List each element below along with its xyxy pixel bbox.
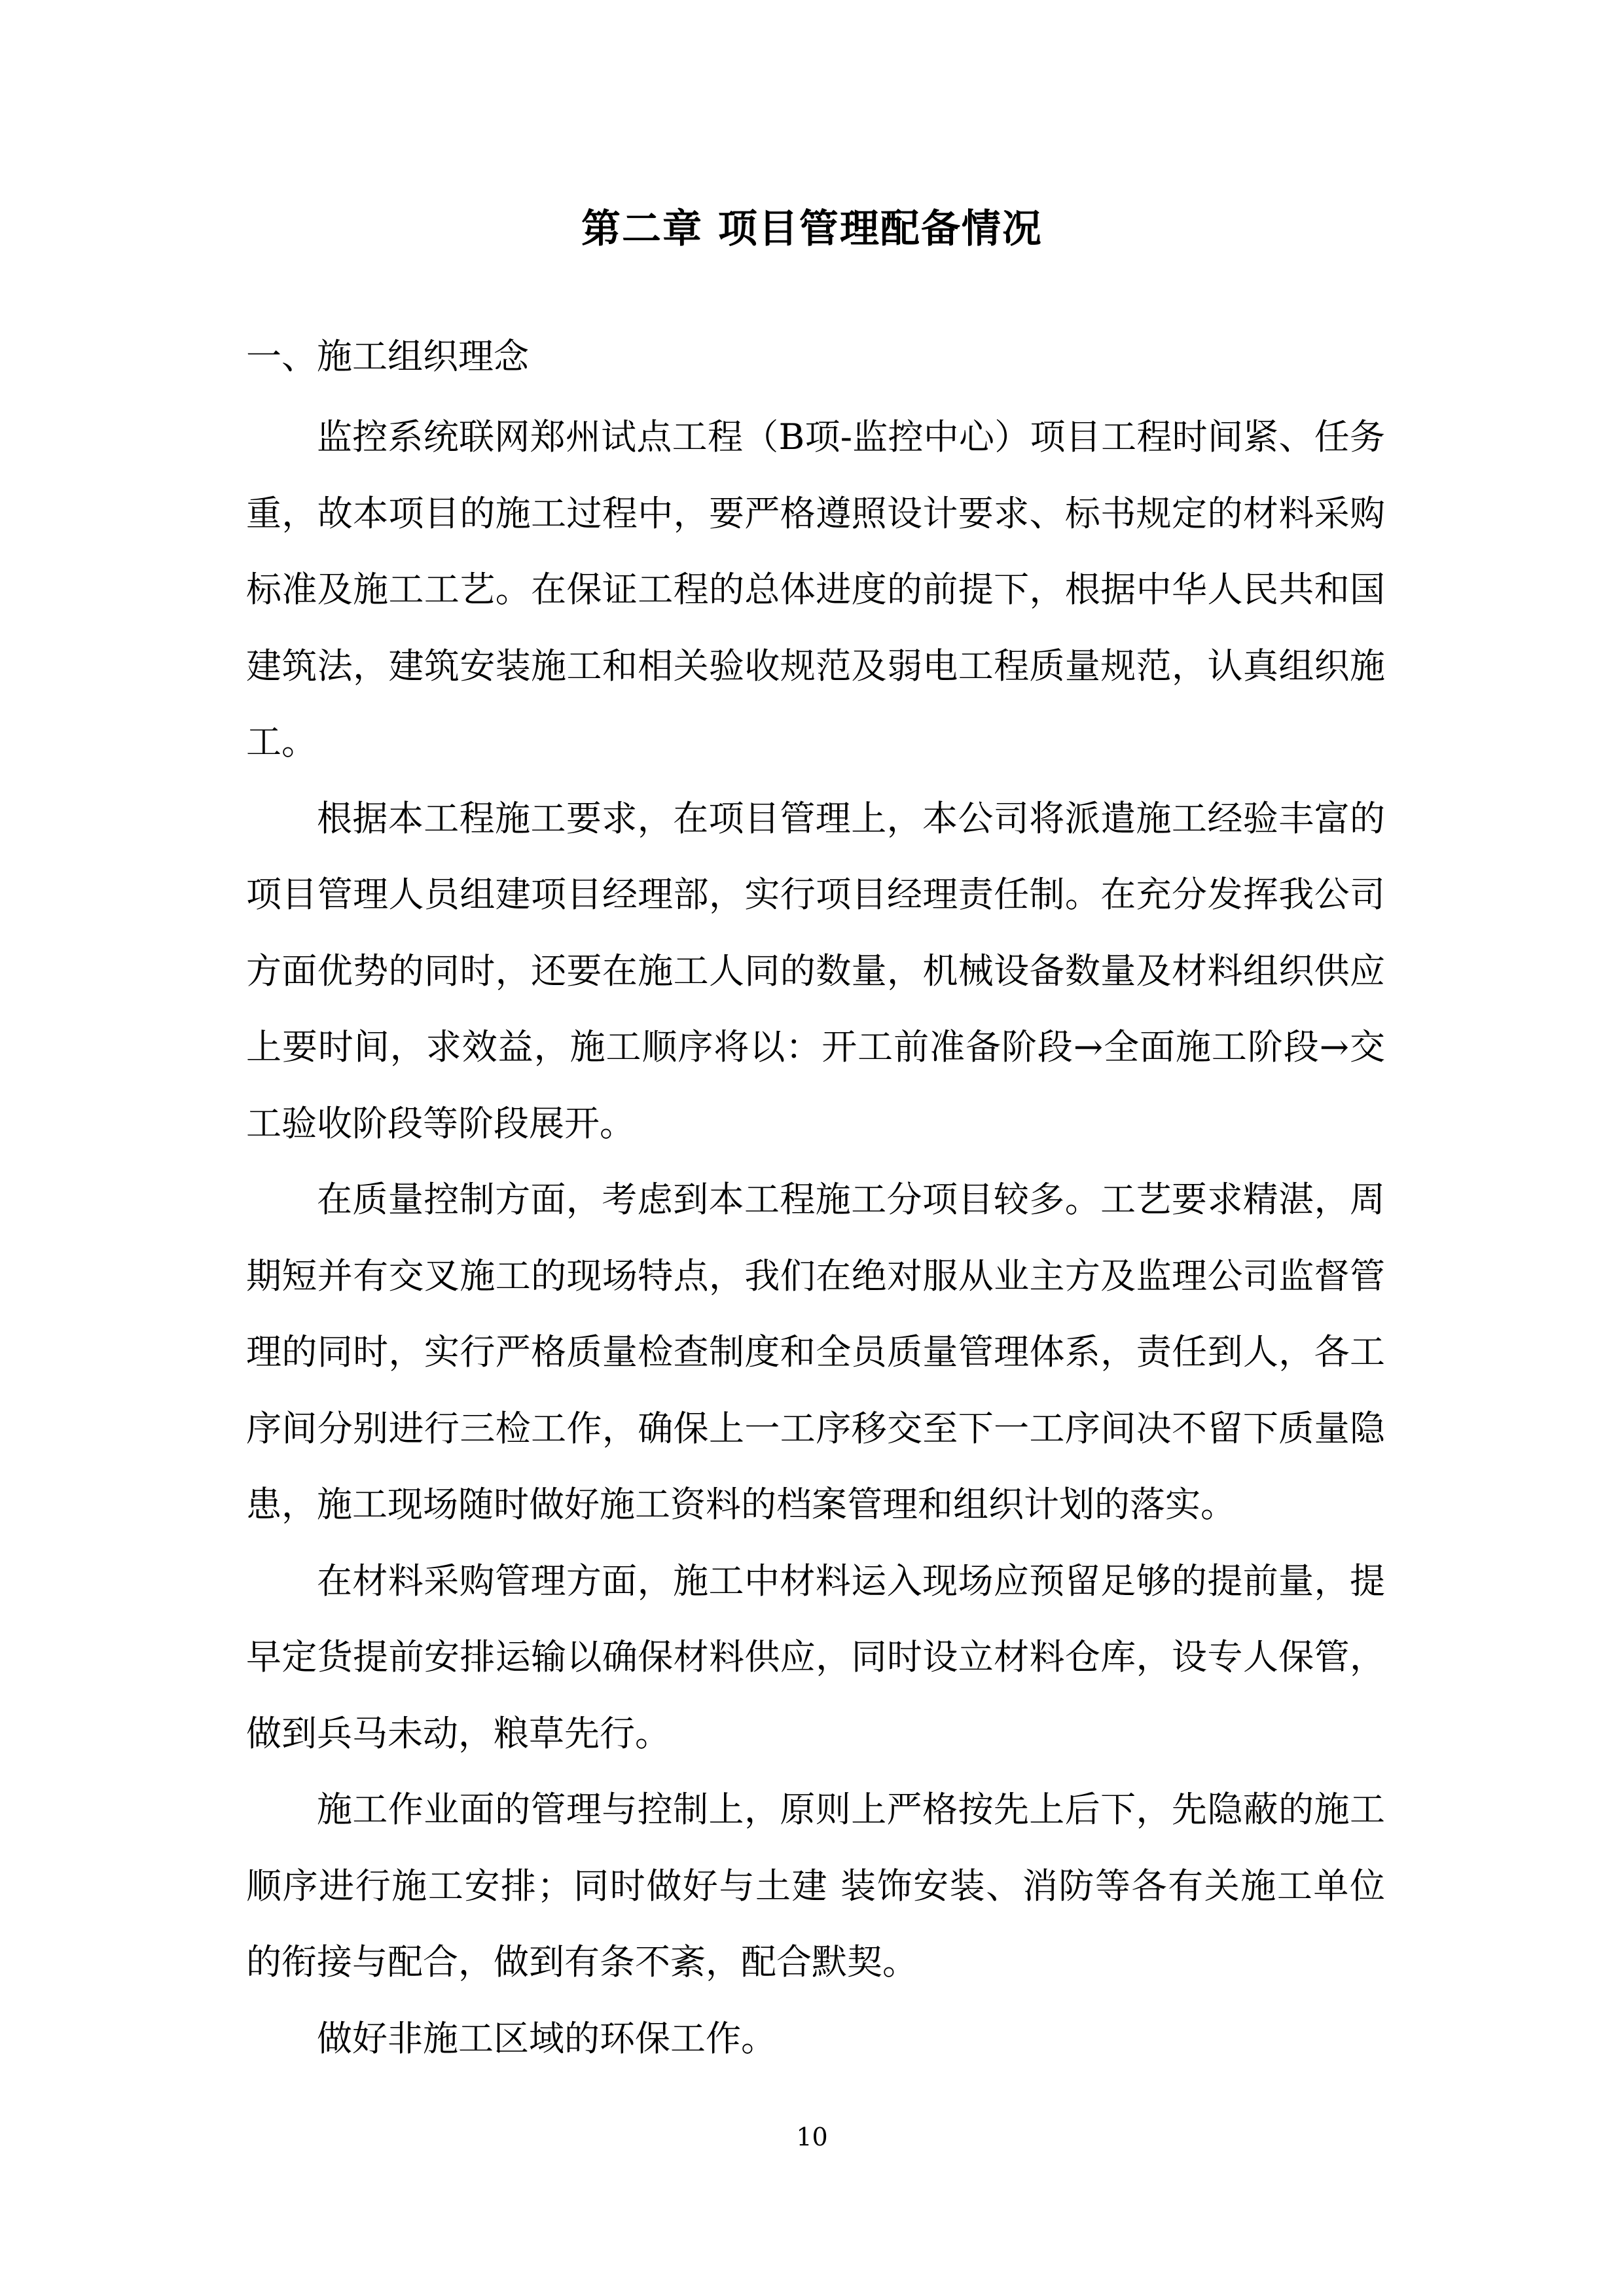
paragraph-1: 监控系统联网郑州试点工程（B项-监控中心）项目工程时间紧、任务重，故本项目的施工过程中，要严格遵照设计要求、标书规定的材料采购标准及施工工艺。在保证工程的总体进度的前提下，根据中华人民共和国建筑法，建筑安装施工和相关验收规范及弱电工程质量规范，认真组织施工。 [246, 416, 1385, 762]
paragraph-6: 做好非施工区域的环保工作。 [317, 2017, 776, 2059]
page-number: 10 [796, 2123, 828, 2151]
paragraph-3: 在质量控制方面，考虑到本工程施工分项目较多。工艺要求精湛，周期短并有交叉施工的现场特点，我们在绝对服从业主方及监理公司监督管理的同时，实行严格质量检查制度和全员质量管理体系，责任到人，各工序间分别进行三检工作，确保上一工序移交至下一工序间决不留下质量隐患，施工现场随时做好施工资料的档案管理和组织计划的落实。 [246, 1179, 1385, 1525]
paragraph-5: 施工作业面的管理与控制上，原则上严格按先上后下，先隐蔽的施工顺序进行施工安排；同时做好与土建 装饰安装、消防等各有关施工单位的衔接与配合，做到有条不紊，配合默契。 [246, 1789, 1385, 1982]
body-text [246, 399, 1385, 2077]
paragraph-4: 在材料采购管理方面，施工中材料运入现场应预留足够的提前量，提早定货提前安排运输以确保材料供应，同时设立材料仓库，设专人保管，做到兵马未动，粮草先行。 [246, 1560, 1385, 1754]
section-heading: 一、施工组织理念 [246, 336, 529, 377]
paragraph-2: 根据本工程施工要求，在项目管理上，本公司将派遣施工经验丰富的项目管理人员组建项目经理部，实行项目经理责任制。在充分发挥我公司方面优势的同时，还要在施工人同的数量，机械设备数量及材料组织供应上要时间，求效益，施工顺序将以：开工前准备阶段→全面施工阶段→交工验收阶段等阶段展开。 [246, 797, 1385, 1144]
chapter-title: 第二章 项目管理配备情况 [581, 206, 1043, 252]
